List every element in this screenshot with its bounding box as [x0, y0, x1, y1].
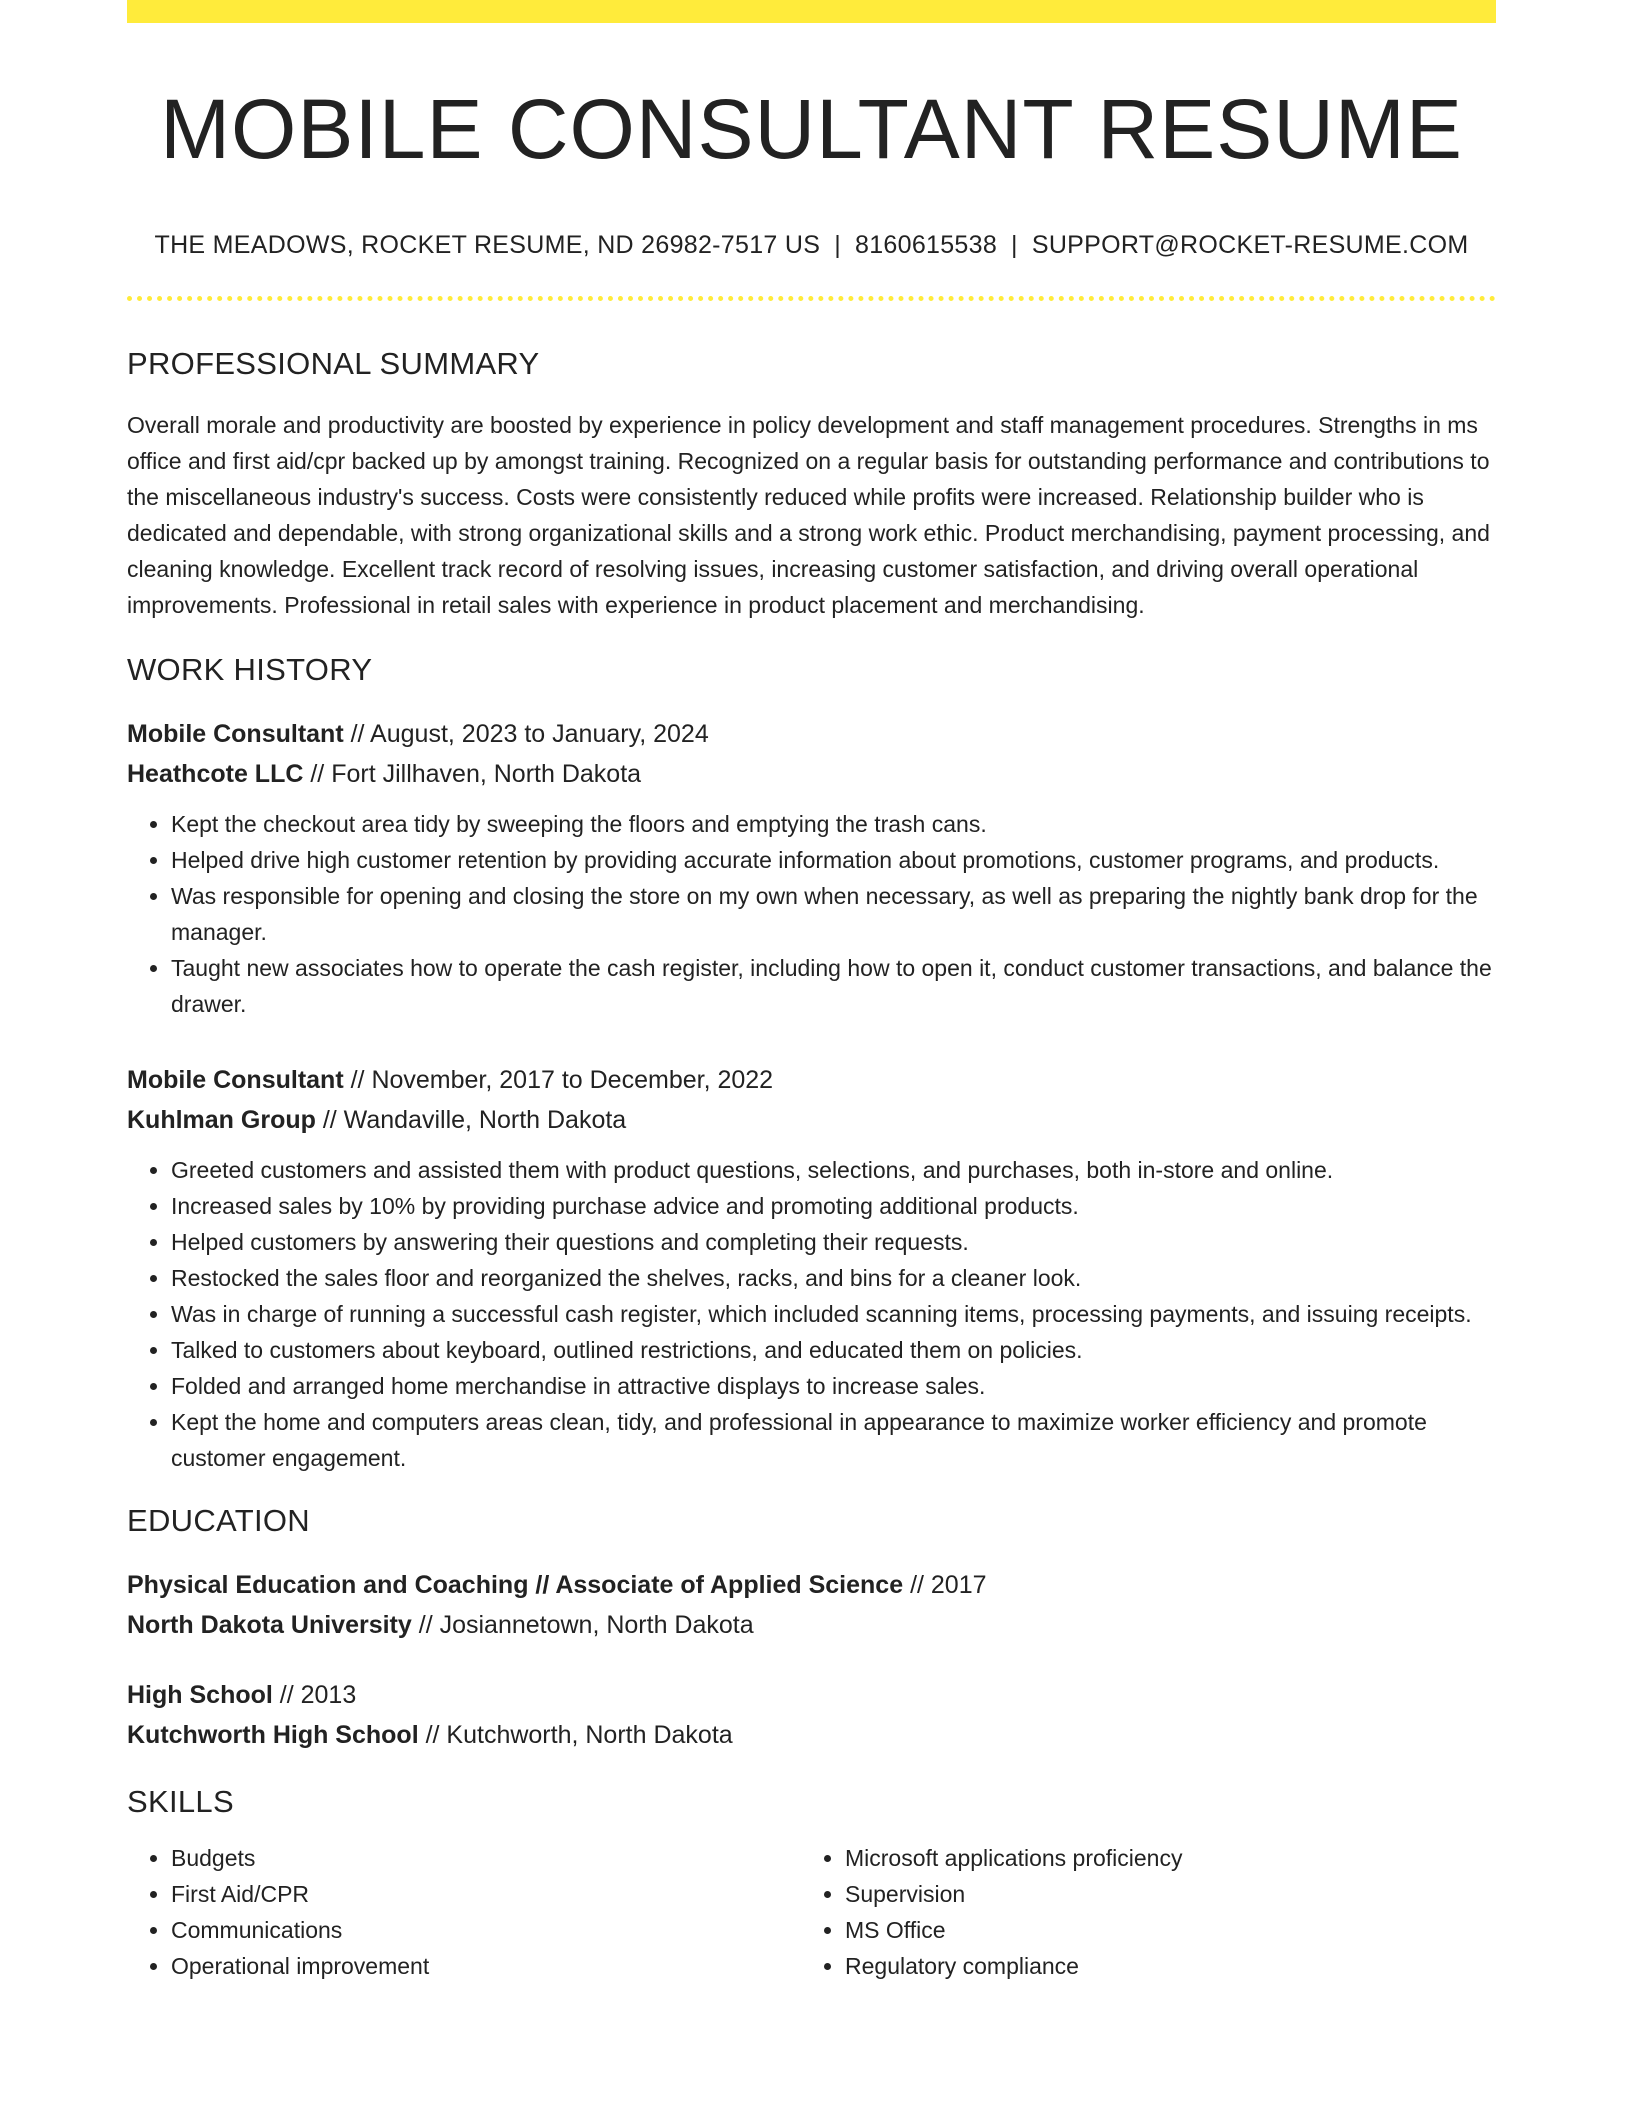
school-name: North Dakota University	[127, 1610, 412, 1639]
skills-list	[127, 1840, 801, 1984]
skills-column-right	[801, 1840, 1475, 1984]
degree: Physical Education and Coaching // Associate of Applied Science	[127, 1570, 904, 1599]
summary-heading: PROFESSIONAL SUMMARY	[127, 346, 540, 382]
job-bullet: • Helped drive high customer retention by providing accurate information about promotions, customer programs, and products.	[171, 842, 1496, 878]
summary-text: Overall morale and productivity are boosted by experience in policy development and staff management procedures. Strengths in ms office and first aid/cpr backed up by amongst training. Recognized on a regular basis for outstanding performance and contributions to the miscellaneous industry's success. Costs were consistently reduced while profits were increased. Relationship builder who is dedicated and dependable, with strong organizational skills and a strong work ethic. Product merchandising, payment processing, and cleaning knowledge. Excellent track record of resolving issues, increasing customer satisfaction, and driving overall operational improvements. Professional in retail sales with experience in product placement and merchandising.	[127, 411, 1490, 618]
job-dates: // August, 2023 to January, 2024	[343, 719, 709, 748]
job-title: Mobile Consultant	[127, 719, 344, 748]
job-entry	[127, 1060, 1496, 1476]
contact-address: THE MEADOWS, ROCKET RESUME, ND 26982-7517 US	[154, 231, 821, 260]
contact-separator: |	[1011, 231, 1018, 260]
job-location: // Wandaville, North Dakota	[315, 1105, 627, 1134]
school-name: Kutchworth High School	[127, 1720, 419, 1749]
job-company-line	[127, 1100, 1496, 1140]
school-location: // Josiannetown, North Dakota	[411, 1610, 754, 1639]
job-bullet: • Talked to customers about keyboard, outlined restrictions, and educated them on policies.	[171, 1332, 1496, 1368]
school-location: // Kutchworth, North Dakota	[418, 1720, 733, 1749]
degree: High School	[127, 1680, 273, 1709]
skills-heading: SKILLS	[127, 1783, 234, 1819]
degree-line	[127, 1675, 1496, 1715]
skills-column-left	[127, 1840, 801, 1984]
job-bullet: • Restocked the sales floor and reorganized the shelves, racks, and bins for a cleaner look.	[171, 1260, 1496, 1296]
job-bullet: • Taught new associates how to operate the cash register, including how to open it, conduct customer transactions, and balance the drawer.	[171, 950, 1496, 1022]
education-entry	[127, 1565, 1496, 1645]
job-bullet: • Was in charge of running a successful cash register, which included scanning items, processing payments, and issuing receipts.	[171, 1296, 1496, 1332]
skills-grid	[127, 1840, 1496, 1984]
job-location: // Fort Jillhaven, North Dakota	[303, 759, 642, 788]
degree-line	[127, 1565, 1496, 1605]
job-title-line	[127, 1060, 1496, 1100]
contact-email: SUPPORT@ROCKET-RESUME.COM	[1031, 231, 1469, 260]
skill-item: • Supervision	[845, 1876, 1475, 1912]
skill-item: • Operational improvement	[171, 1948, 801, 1984]
job-title-line	[127, 714, 1496, 754]
job-bullets	[127, 1152, 1496, 1476]
job-company: Kuhlman Group	[127, 1105, 316, 1134]
graduation-year: // 2017	[903, 1570, 987, 1599]
school-line	[127, 1715, 1496, 1755]
skill-item: • Communications	[171, 1912, 801, 1948]
job-bullet: • Kept the home and computers areas clean, tidy, and professional in appearance to maximize worker efficiency and promote customer engagement.	[171, 1404, 1496, 1476]
job-bullet: • Helped customers by answering their questions and completing their requests.	[171, 1224, 1496, 1260]
job-bullet: • Folded and arranged home merchandise in attractive displays to increase sales.	[171, 1368, 1496, 1404]
resume-page	[127, 0, 1496, 1984]
job-company: Heathcote LLC	[127, 759, 304, 788]
education-entry	[127, 1675, 1496, 1755]
skill-item: • MS Office	[845, 1912, 1475, 1948]
top-accent-bar	[127, 0, 1496, 23]
header-divider	[127, 296, 1496, 301]
job-bullet: • Greeted customers and assisted them with product questions, selections, and purchases, both in-store and online.	[171, 1152, 1496, 1188]
skill-item: • First Aid/CPR	[171, 1876, 801, 1912]
job-company-line	[127, 754, 1496, 794]
job-dates: // November, 2017 to December, 2022	[343, 1065, 774, 1094]
skills-list	[801, 1840, 1475, 1984]
education-heading: EDUCATION	[127, 1502, 310, 1538]
job-bullets	[127, 806, 1496, 1022]
skill-item: • Budgets	[171, 1840, 801, 1876]
job-entry	[127, 714, 1496, 1022]
graduation-year: // 2013	[272, 1680, 357, 1709]
job-bullet: • Was responsible for opening and closing the store on my own when necessary, as well as preparing the nightly bank drop for the manager.	[171, 878, 1496, 950]
resume-title: MOBILE CONSULTANT RESUME	[160, 82, 1463, 176]
job-bullet: • Kept the checkout area tidy by sweeping the floors and emptying the trash cans.	[171, 806, 1496, 842]
job-title: Mobile Consultant	[127, 1065, 344, 1094]
contact-phone: 8160615538	[855, 231, 998, 260]
work-history-heading: WORK HISTORY	[127, 651, 373, 687]
contact-info	[127, 230, 1496, 260]
skill-item: • Regulatory compliance	[845, 1948, 1475, 1984]
school-line	[127, 1605, 1496, 1645]
job-bullet: • Increased sales by 10% by providing purchase advice and promoting additional products.	[171, 1188, 1496, 1224]
contact-separator: |	[834, 231, 841, 260]
skill-item: • Microsoft applications proficiency	[845, 1840, 1475, 1876]
